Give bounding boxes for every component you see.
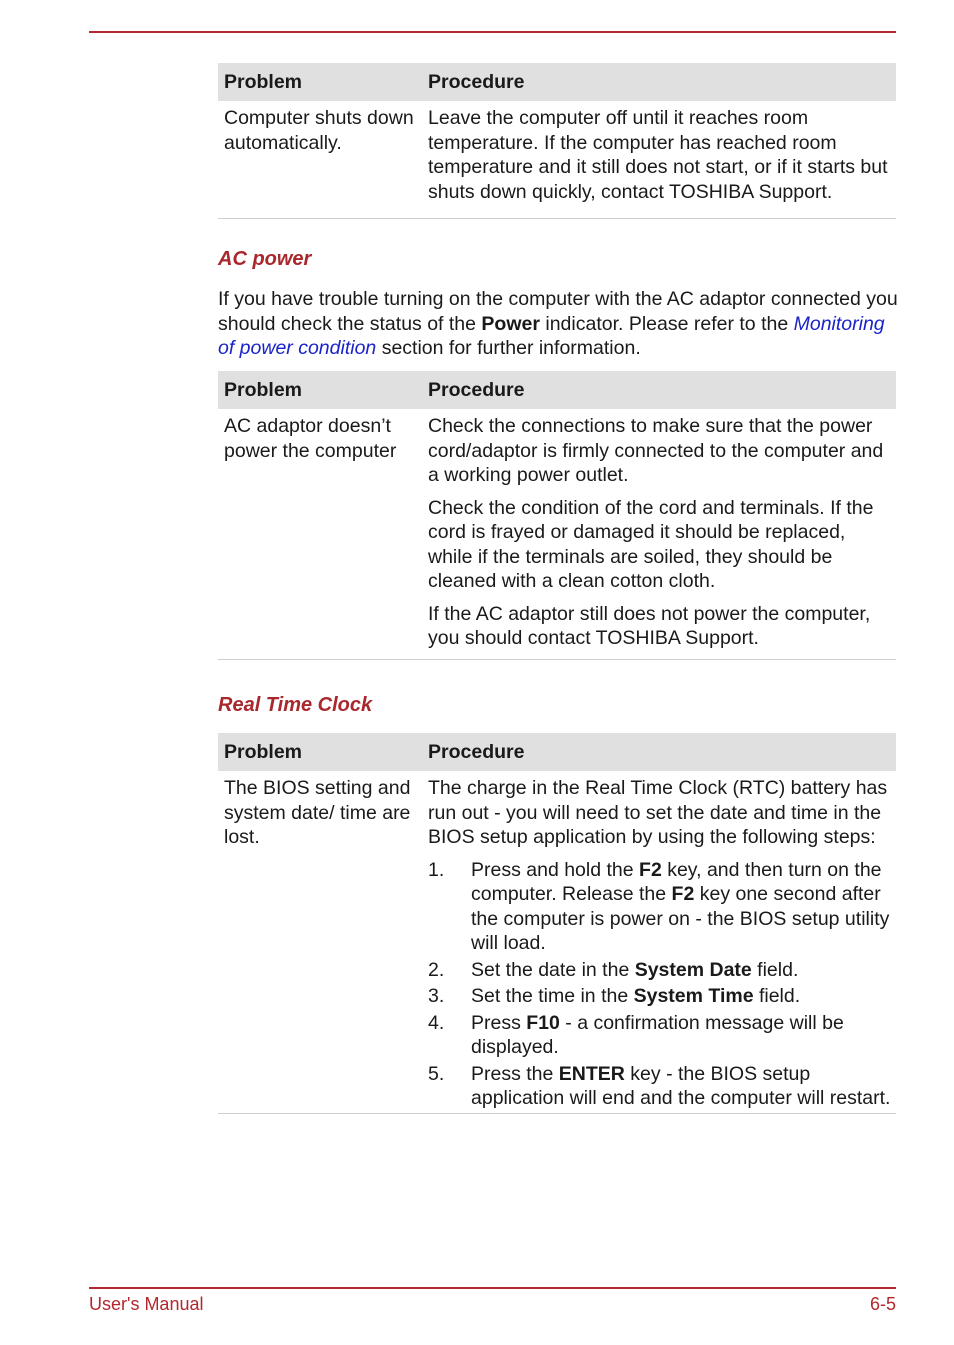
monitoring-power-link[interactable]: Monitoring of power condition: [218, 312, 885, 359]
list-item: [428, 1011, 892, 1060]
key-enter: ENTER: [558, 1062, 625, 1085]
header-procedure: Procedure: [428, 378, 525, 401]
field-system-date: System Date: [634, 958, 752, 981]
step-number: 5.: [428, 1062, 445, 1085]
key-f2: F2: [671, 883, 695, 905]
table-computer-shutdown: [218, 63, 896, 219]
step-text: [471, 1062, 892, 1111]
table-row: [218, 409, 896, 659]
header-problem: Problem: [224, 70, 303, 93]
procedure-text: Check the connections to make sure that the power cord/adaptor is firmly connected to the computer and a working power outlet.: [428, 415, 884, 486]
step-text-part: key - the BIOS setup application will end and the computer will restart.: [471, 1062, 891, 1109]
step-text: [471, 984, 892, 1009]
problem-cell: AC adaptor doesn’t power the computer: [224, 415, 397, 462]
intro-text: indicator. Please refer to the: [539, 312, 794, 335]
procedure-text: If the AC adaptor still does not power the computer, you should contact TOSHIBA Support.: [428, 602, 871, 649]
procedure-text: Leave the computer off until it reaches room temperature. If the computer has reached room temperature and it still does not start, or if it starts but shuts down quickly, contact TOSHIBA Support.: [428, 107, 888, 203]
list-item: [428, 984, 892, 1009]
step-number: 3.: [428, 985, 445, 1007]
intro-text: If you have trouble turning on the computer with the AC adaptor connected you should check the status of the: [218, 288, 898, 335]
top-rule: [89, 31, 896, 33]
procedure-text: Check the condition of the cord and terminals. If the cord is frayed or damaged it should be replaced, while if the terminals are soiled, they should be cleaned with a clean cotton cloth.: [428, 496, 874, 592]
power-term: Power: [481, 312, 540, 335]
step-number: 1.: [428, 858, 445, 881]
page-number: 6-5: [869, 1294, 896, 1314]
steps-list: [428, 858, 892, 1111]
step-text: [471, 858, 892, 956]
section-heading-real-time-clock: Real Time Clock: [218, 694, 373, 716]
step-text-part: - a confirmation message will be displayed.: [471, 1011, 844, 1058]
table-row: [218, 771, 896, 1113]
step-text-part: Press: [471, 1011, 527, 1034]
step-text-part: Press and hold the: [471, 858, 640, 881]
step-text-part: Press the: [471, 1062, 559, 1085]
table-header: [218, 63, 896, 101]
section-heading-ac-power: AC power: [218, 248, 312, 270]
problem-cell: Computer shuts down automatically.: [224, 107, 414, 154]
step-number: 2.: [428, 958, 445, 981]
step-text-part: field.: [753, 985, 801, 1007]
step-text-part: field.: [751, 958, 799, 981]
header-procedure: Procedure: [428, 70, 525, 93]
table-ac-power: [218, 371, 896, 660]
header-procedure: Procedure: [428, 740, 525, 763]
procedure-cell: [422, 776, 896, 1113]
procedure-cell: [422, 414, 896, 659]
table-header: [218, 733, 896, 771]
step-text-part: Set the time in the: [471, 985, 634, 1007]
footer-manual-title: User's Manual: [89, 1294, 204, 1314]
header-problem: Problem: [224, 740, 303, 763]
step-text: [471, 958, 892, 983]
bottom-rule: [89, 1287, 896, 1289]
intro-text: section for further information.: [376, 337, 641, 359]
step-text-part: Set the date in the: [471, 958, 635, 981]
field-system-time: System Time: [633, 985, 754, 1007]
key-f10: F10: [526, 1011, 560, 1034]
procedure-text: The charge in the Real Time Clock (RTC) battery has run out - you will need to set the date and time in the BIOS setup application by using the following steps:: [428, 777, 888, 848]
procedure-cell: [422, 106, 896, 212]
step-text-part: key one second after the computer is power on - the BIOS setup utility will load.: [471, 883, 890, 954]
table-header: [218, 371, 896, 409]
step-text: [471, 1011, 892, 1060]
problem-cell: The BIOS setting and system date/ time are lost.: [224, 777, 411, 848]
step-text-part: key, and then turn on the computer. Release the: [471, 858, 882, 905]
step-number: 4.: [428, 1011, 445, 1034]
header-problem: Problem: [224, 378, 303, 401]
key-f2: F2: [639, 858, 662, 881]
list-item: [428, 958, 892, 983]
table-real-time-clock: [218, 733, 896, 1114]
table-row: [218, 101, 896, 218]
list-item: [428, 858, 892, 956]
ac-power-intro: [218, 287, 898, 361]
list-item: [428, 1062, 892, 1111]
